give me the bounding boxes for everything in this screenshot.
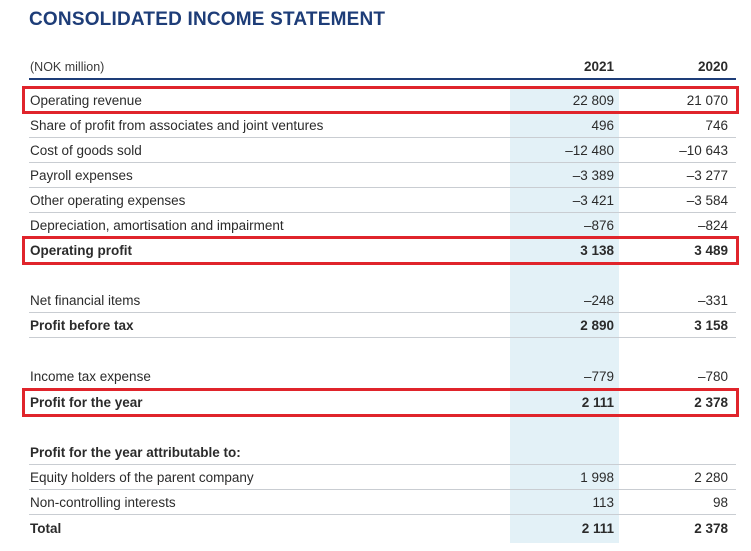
row-label: Profit for the year [30, 395, 143, 410]
row-other-operating-expenses [29, 188, 736, 213]
row-total [29, 515, 736, 540]
row-label: Profit for the year attributable to: [30, 445, 241, 460]
value-2020: 2 280 [694, 470, 728, 485]
value-2020: 3 158 [694, 318, 728, 333]
value-2020: –331 [697, 293, 728, 308]
value-2021: 113 [592, 495, 614, 510]
value-2021: 1 998 [580, 470, 614, 485]
value-2021: –876 [583, 218, 614, 233]
row-profit-before-tax [29, 313, 736, 338]
row-label: Depreciation, amortisation and impairment [30, 218, 284, 233]
table-header [29, 55, 736, 80]
row-label: Income tax expense [30, 369, 151, 384]
value-2020: 2 378 [694, 521, 728, 536]
row-label: Total [30, 521, 62, 536]
unit-label: (NOK million) [30, 60, 105, 74]
row-attributable-heading [29, 440, 736, 465]
value-2020: 746 [705, 118, 728, 133]
value-2021: –779 [583, 369, 614, 384]
value-2021: 22 809 [572, 93, 614, 108]
row-label: Operating profit [30, 243, 132, 258]
row-label: Payroll expenses [30, 168, 133, 183]
row-net-financial-items [29, 288, 736, 313]
value-2020: –780 [697, 369, 728, 384]
value-2021: –3 389 [572, 168, 614, 183]
row-non-controlling-interests [29, 490, 736, 515]
value-2020: –3 277 [686, 168, 728, 183]
row-share-of-profit [29, 113, 736, 138]
value-2021: 2 890 [580, 318, 614, 333]
value-2020: 98 [712, 495, 728, 510]
value-2021: –248 [583, 293, 614, 308]
row-label: Equity holders of the parent company [30, 470, 254, 485]
row-income-tax-expense [29, 364, 736, 389]
value-2021: 2 111 [581, 521, 614, 536]
row-label: Non-controlling interests [30, 495, 176, 510]
value-2020: –10 643 [679, 143, 728, 158]
value-2020: –3 584 [686, 193, 728, 208]
row-depreciation [29, 213, 736, 238]
row-label: Cost of goods sold [30, 143, 142, 158]
value-2021: –12 480 [565, 143, 614, 158]
row-payroll-expenses [29, 163, 736, 188]
row-label: Operating revenue [30, 93, 142, 108]
value-2020: 3 489 [694, 243, 728, 258]
value-2021: 496 [591, 118, 614, 133]
value-2020: –824 [697, 218, 728, 233]
row-label: Net financial items [30, 293, 141, 308]
row-label: Share of profit from associates and joint ventures [30, 118, 324, 133]
value-2020: 2 378 [694, 395, 728, 410]
row-label: Profit before tax [30, 318, 134, 333]
column-header-2021: 2021 [583, 59, 614, 74]
page-title: CONSOLIDATED INCOME STATEMENT [29, 9, 386, 30]
value-2021: 3 138 [580, 243, 614, 258]
highlight-profit-for-the-year [22, 388, 739, 417]
highlight-operating-profit [22, 236, 739, 265]
column-header-2020: 2020 [697, 59, 728, 74]
value-2021: –3 421 [572, 193, 614, 208]
row-label: Other operating expenses [30, 193, 186, 208]
row-cost-of-goods-sold [29, 138, 736, 163]
value-2021: 2 111 [581, 395, 614, 410]
highlight-operating-revenue [22, 86, 739, 114]
value-2020: 21 070 [686, 93, 728, 108]
row-equity-holders [29, 465, 736, 490]
